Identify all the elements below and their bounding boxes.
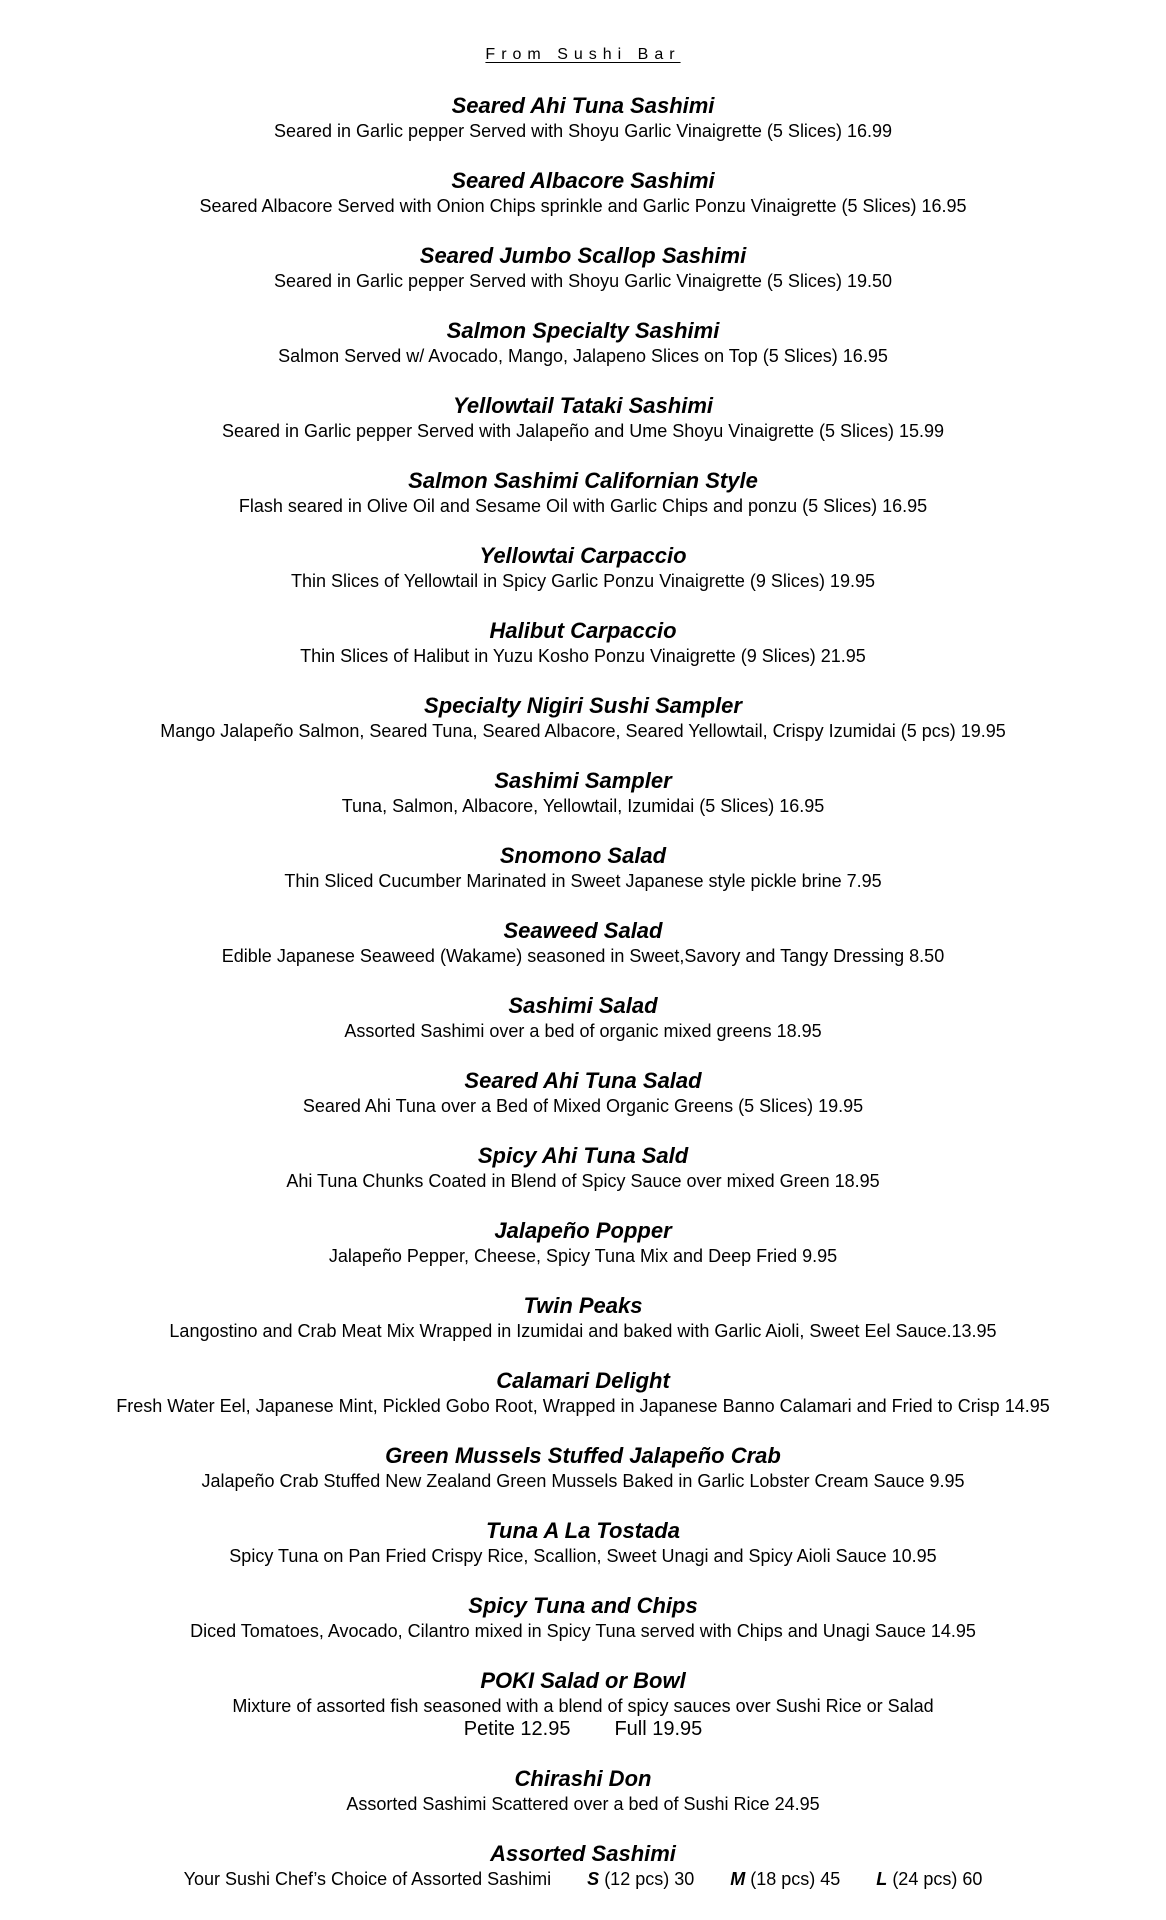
menu-item [0,1442,1166,1517]
menu-item [0,92,1166,167]
menu-item-name: Seared Jumbo Scallop Sashimi [419,243,747,268]
menu-item-description: Edible Japanese Seaweed (Wakame) seasoned in Sweet,Savory and Tangy Dressing 8.50 [221,946,945,966]
menu-item-list [0,92,1166,1667]
menu-item-description: Assorted Sashimi Scattered over a bed of Sushi Rice 24.95 [346,1794,820,1814]
menu-item-description: Seared Albacore Served with Onion Chips sprinkle and Garlic Ponzu Vinaigrette (5 Slices) 16.95 [199,196,967,216]
menu-item-assorted-sashimi [0,1840,1166,1915]
menu-item [0,1217,1166,1292]
menu-item [0,617,1166,692]
menu-item [0,317,1166,392]
poki-petite-price: Petite 12.95 [463,1718,571,1740]
menu-item [0,917,1166,992]
menu-item-description: Jalapeño Pepper, Cheese, Spicy Tuna Mix and Deep Fried 9.95 [328,1246,838,1266]
menu-item [0,1292,1166,1367]
menu-item-name: Calamari Delight [496,1368,670,1393]
menu-item [0,992,1166,1067]
menu-item-name: Sashimi Salad [508,993,658,1018]
menu-item-description: Flash seared in Olive Oil and Sesame Oil with Garlic Chips and ponzu (5 Slices) 16.95 [238,496,928,516]
menu-item-description: Seared in Garlic pepper Served with Shoyu Garlic Vinaigrette (5 Slices) 16.99 [274,121,892,141]
menu-item-name: Halibut Carpaccio [489,618,677,643]
menu-item-name: Seared Albacore Sashimi [451,168,715,193]
menu-item-description: Assorted Sashimi over a bed of organic mixed greens 18.95 [344,1021,822,1041]
menu-item [0,767,1166,842]
menu-item-description: Salmon Served w/ Avocado, Mango, Jalapeno Slices on Top (5 Slices) 16.95 [278,346,888,366]
menu-item-description: Jalapeño Crab Stuffed New Zealand Green Mussels Baked in Garlic Lobster Cream Sauce 9.95 [201,1471,965,1491]
menu-item [0,1067,1166,1142]
menu-item-name: Chirashi Don [514,1766,652,1791]
menu-item-name: Yellowtai Carpaccio [479,543,687,568]
menu-item [0,692,1166,767]
menu-item [0,542,1166,617]
menu-item [0,842,1166,917]
menu-item-name: Jalapeño Popper [494,1218,672,1243]
menu-item-name: Specialty Nigiri Sushi Sampler [424,693,742,718]
menu-item-description: Mixture of assorted fish seasoned with a blend of spicy sauces over Sushi Rice or Salad [232,1696,934,1716]
menu-item-name: Yellowtail Tataki Sashimi [452,393,713,418]
menu-item-description: Seared Ahi Tuna over a Bed of Mixed Organic Greens (5 Slices) 19.95 [302,1096,864,1116]
menu-item-name: Twin Peaks [523,1293,643,1318]
menu-item-name: Spicy Ahi Tuna Sald [477,1143,689,1168]
assorted-sizes [0,1867,1166,1891]
menu-item-description: Diced Tomatoes, Avocado, Cilantro mixed in Spicy Tuna served with Chips and Unagi Sauce 14.95 [190,1621,976,1641]
menu-item-name: Green Mussels Stuffed Jalapeño Crab [385,1443,781,1468]
menu-item-description: Langostino and Crab Meat Mix Wrapped in Izumidai and baked with Garlic Aioli, Sweet Eel Sauce.13.95 [169,1321,997,1341]
menu-item [0,167,1166,242]
menu-item [0,1517,1166,1592]
poki-full-price: Full 19.95 [614,1718,703,1740]
menu-item-description: Spicy Tuna on Pan Fried Crispy Rice, Scallion, Sweet Unagi and Spicy Aioli Sauce 10.95 [229,1546,937,1566]
size-medium-label: M [730,1869,746,1889]
size-large-price: (24 pcs) 60 [892,1869,983,1889]
menu-item-name: Spicy Tuna and Chips [468,1593,698,1618]
menu-item-name: Snomono Salad [499,843,667,868]
menu-item [0,1367,1166,1442]
menu-item-name: Seared Ahi Tuna Salad [464,1068,702,1093]
menu-item-description: Your Sushi Chef’s Choice of Assorted Sashimi [183,1869,552,1889]
menu-item [0,1142,1166,1217]
menu-item [0,1592,1166,1667]
size-medium-price: (18 pcs) 45 [750,1869,841,1889]
menu-item [0,242,1166,317]
menu-item [0,467,1166,542]
menu-item-description: Fresh Water Eel, Japanese Mint, Pickled Gobo Root, Wrapped in Japanese Banno Calamari and Fried to Crisp 14.95 [116,1396,1050,1416]
menu-item-description: Thin Slices of Halibut in Yuzu Kosho Ponzu Vinaigrette (9 Slices) 21.95 [300,646,866,666]
poki-prices [0,1718,1166,1740]
menu-item-description: Seared in Garlic pepper Served with Jalapeño and Ume Shoyu Vinaigrette (5 Slices) 15.99 [221,421,945,441]
menu-item-description: Tuna, Salmon, Albacore, Yellowtail, Izumidai (5 Slices) 16.95 [341,796,825,816]
menu-item-name: POKI Salad or Bowl [480,1668,686,1693]
menu-item-name: Tuna A La Tostada [486,1518,680,1543]
menu-item-name: Salmon Specialty Sashimi [446,318,720,343]
menu-item-chirashi [0,1765,1166,1840]
menu-item-description: Ahi Tuna Chunks Coated in Blend of Spicy Sauce over mixed Green 18.95 [286,1171,880,1191]
menu-item-name: Salmon Sashimi Californian Style [408,468,758,493]
size-small-label: S [587,1869,600,1889]
size-large-label: L [876,1869,888,1889]
menu-item-poki [0,1667,1166,1765]
section-title: From Sushi Bar [485,46,681,63]
menu-item-description: Seared in Garlic pepper Served with Shoyu Garlic Vinaigrette (5 Slices) 19.50 [274,271,892,291]
menu-item-name: Seaweed Salad [503,918,663,943]
menu-item-name: Assorted Sashimi [490,1841,676,1866]
menu-item-description: Mango Jalapeño Salmon, Seared Tuna, Seared Albacore, Seared Yellowtail, Crispy Izumidai (5 pcs) 19.95 [160,721,1006,741]
menu-item-description: Thin Sliced Cucumber Marinated in Sweet Japanese style pickle brine 7.95 [284,871,882,891]
menu-item-description: Thin Slices of Yellowtail in Spicy Garlic Ponzu Vinaigrette (9 Slices) 19.95 [291,571,875,591]
menu-item-name: Sashimi Sampler [494,768,672,793]
size-small-price: (12 pcs) 30 [604,1869,695,1889]
menu-item [0,392,1166,467]
menu-item-name: Seared Ahi Tuna Sashimi [451,93,715,118]
